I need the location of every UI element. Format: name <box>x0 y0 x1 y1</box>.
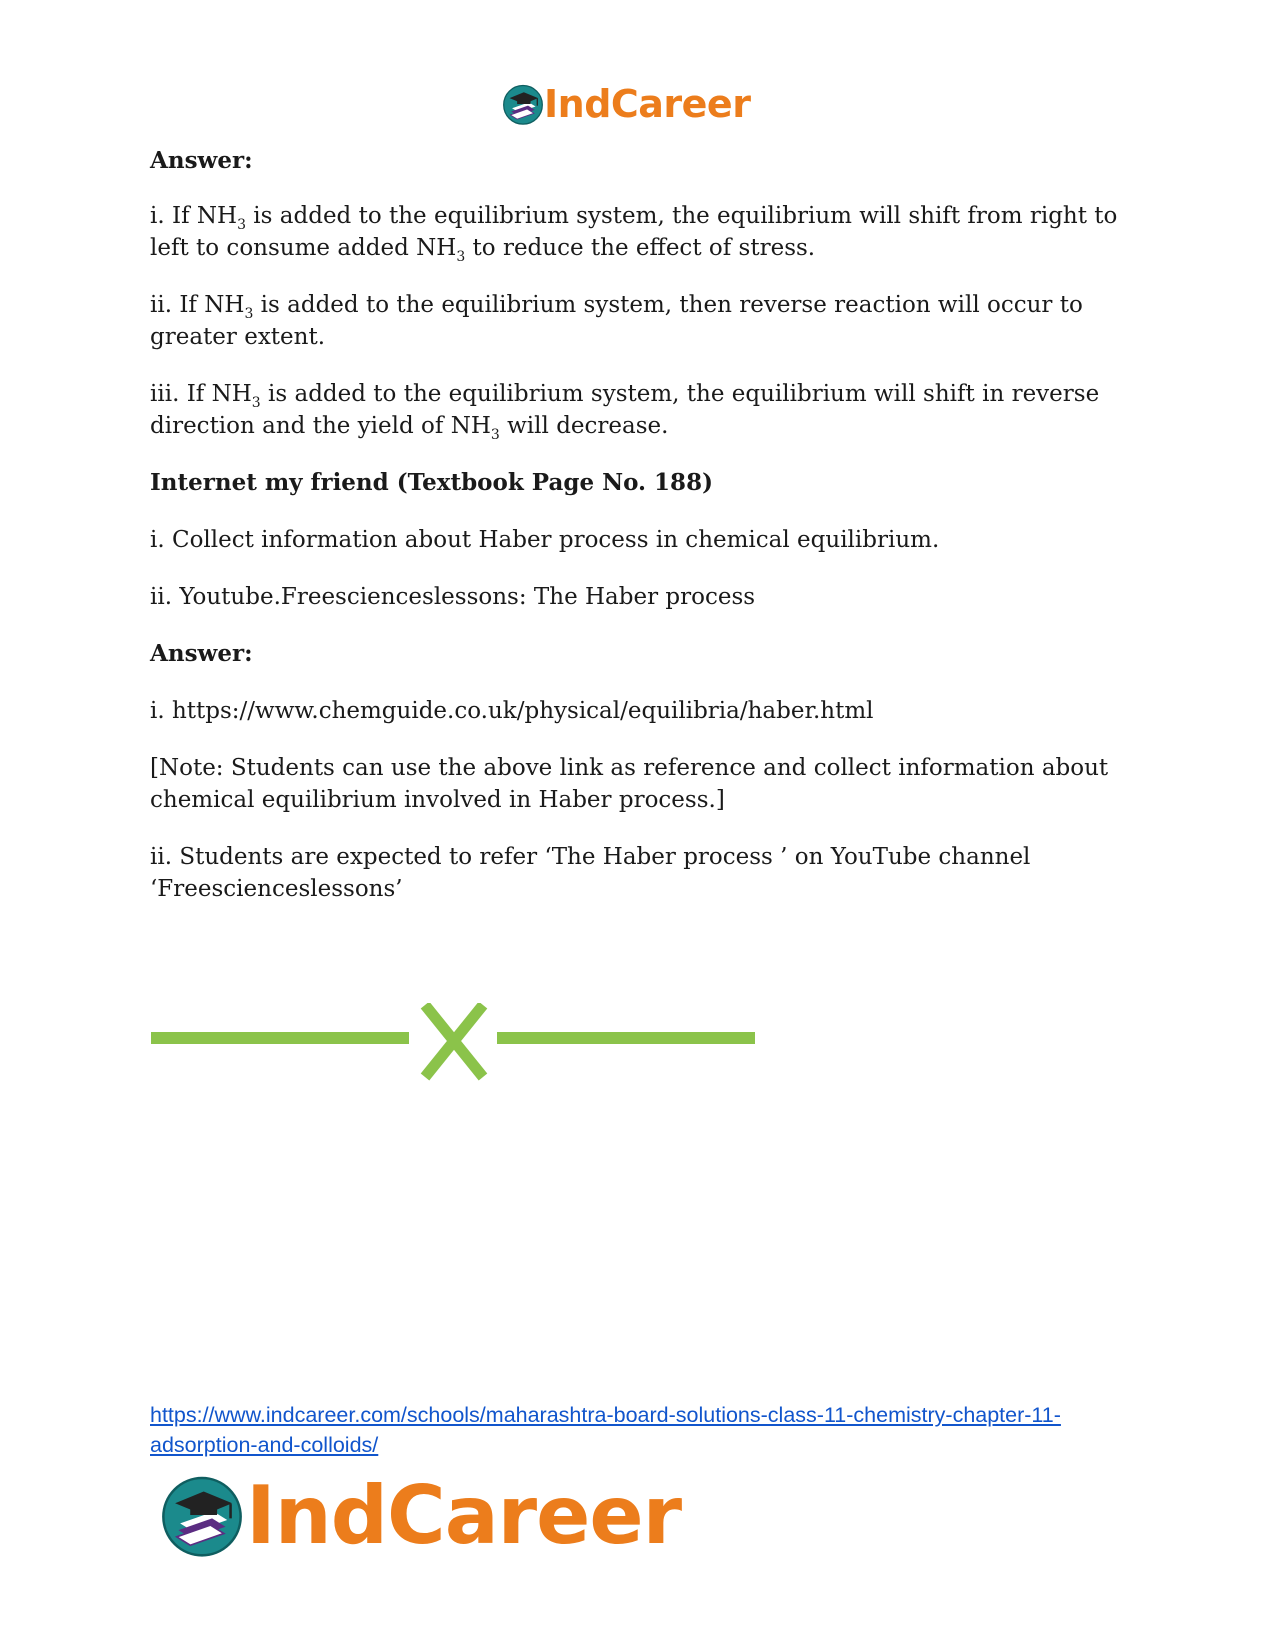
graduation-cap-books-icon <box>160 1473 244 1557</box>
note-paragraph: [Note: Students can use the above link as reference and collect information about chemical equilibrium involved in Haber process.] <box>150 755 1109 813</box>
answer-item: ii. If $NH_3$ is added to the equilibrium system, then reverse reaction will occur to greater extent. <box>150 292 1083 350</box>
answer-item: iii. If $NH_3$ is added to the equilibrium system, the equilibrium will shift in reverse direction and the yield of $NH_3$ will decrease. <box>150 381 1100 443</box>
footer-url-link[interactable]: https://www.indcareer.com/schools/maharashtra-board-solutions-class-11-chemistry-chapter-11-adsorption-and-colloids/ <box>150 1403 1061 1457</box>
footer-logo <box>160 1468 681 1562</box>
answer-heading: Answer: <box>150 147 253 174</box>
answer-item: ii. Students are expected to refer ‘The Haber process ’ on YouTube channel ‘Freescienceslessons’ <box>150 844 1031 902</box>
answer-item: i. If $NH_3$ is added to the equilibrium system, the equilibrium will shift from right to left to consume added $NH_3$ to reduce the effect of stress. <box>150 203 1118 265</box>
answer-heading: Answer: <box>150 640 253 667</box>
footer-logo-text: IndCareer <box>246 1468 682 1562</box>
answer-item: i. https://www.chemguide.co.uk/physical/equilibria/haber.html <box>150 698 874 724</box>
question-item: ii. Youtube.Freescienceslessons: The Haber process <box>150 584 756 610</box>
page-content <box>150 145 1125 905</box>
x-divider-icon <box>151 1003 755 1083</box>
header-logo-text: IndCareer <box>544 82 751 126</box>
graduation-cap-books-icon <box>502 83 544 125</box>
header-logo <box>502 80 750 128</box>
question-item: i. Collect information about Haber process in chemical equilibrium. <box>150 527 940 553</box>
section-heading: Internet my friend (Textbook Page No. 188) <box>150 469 713 496</box>
